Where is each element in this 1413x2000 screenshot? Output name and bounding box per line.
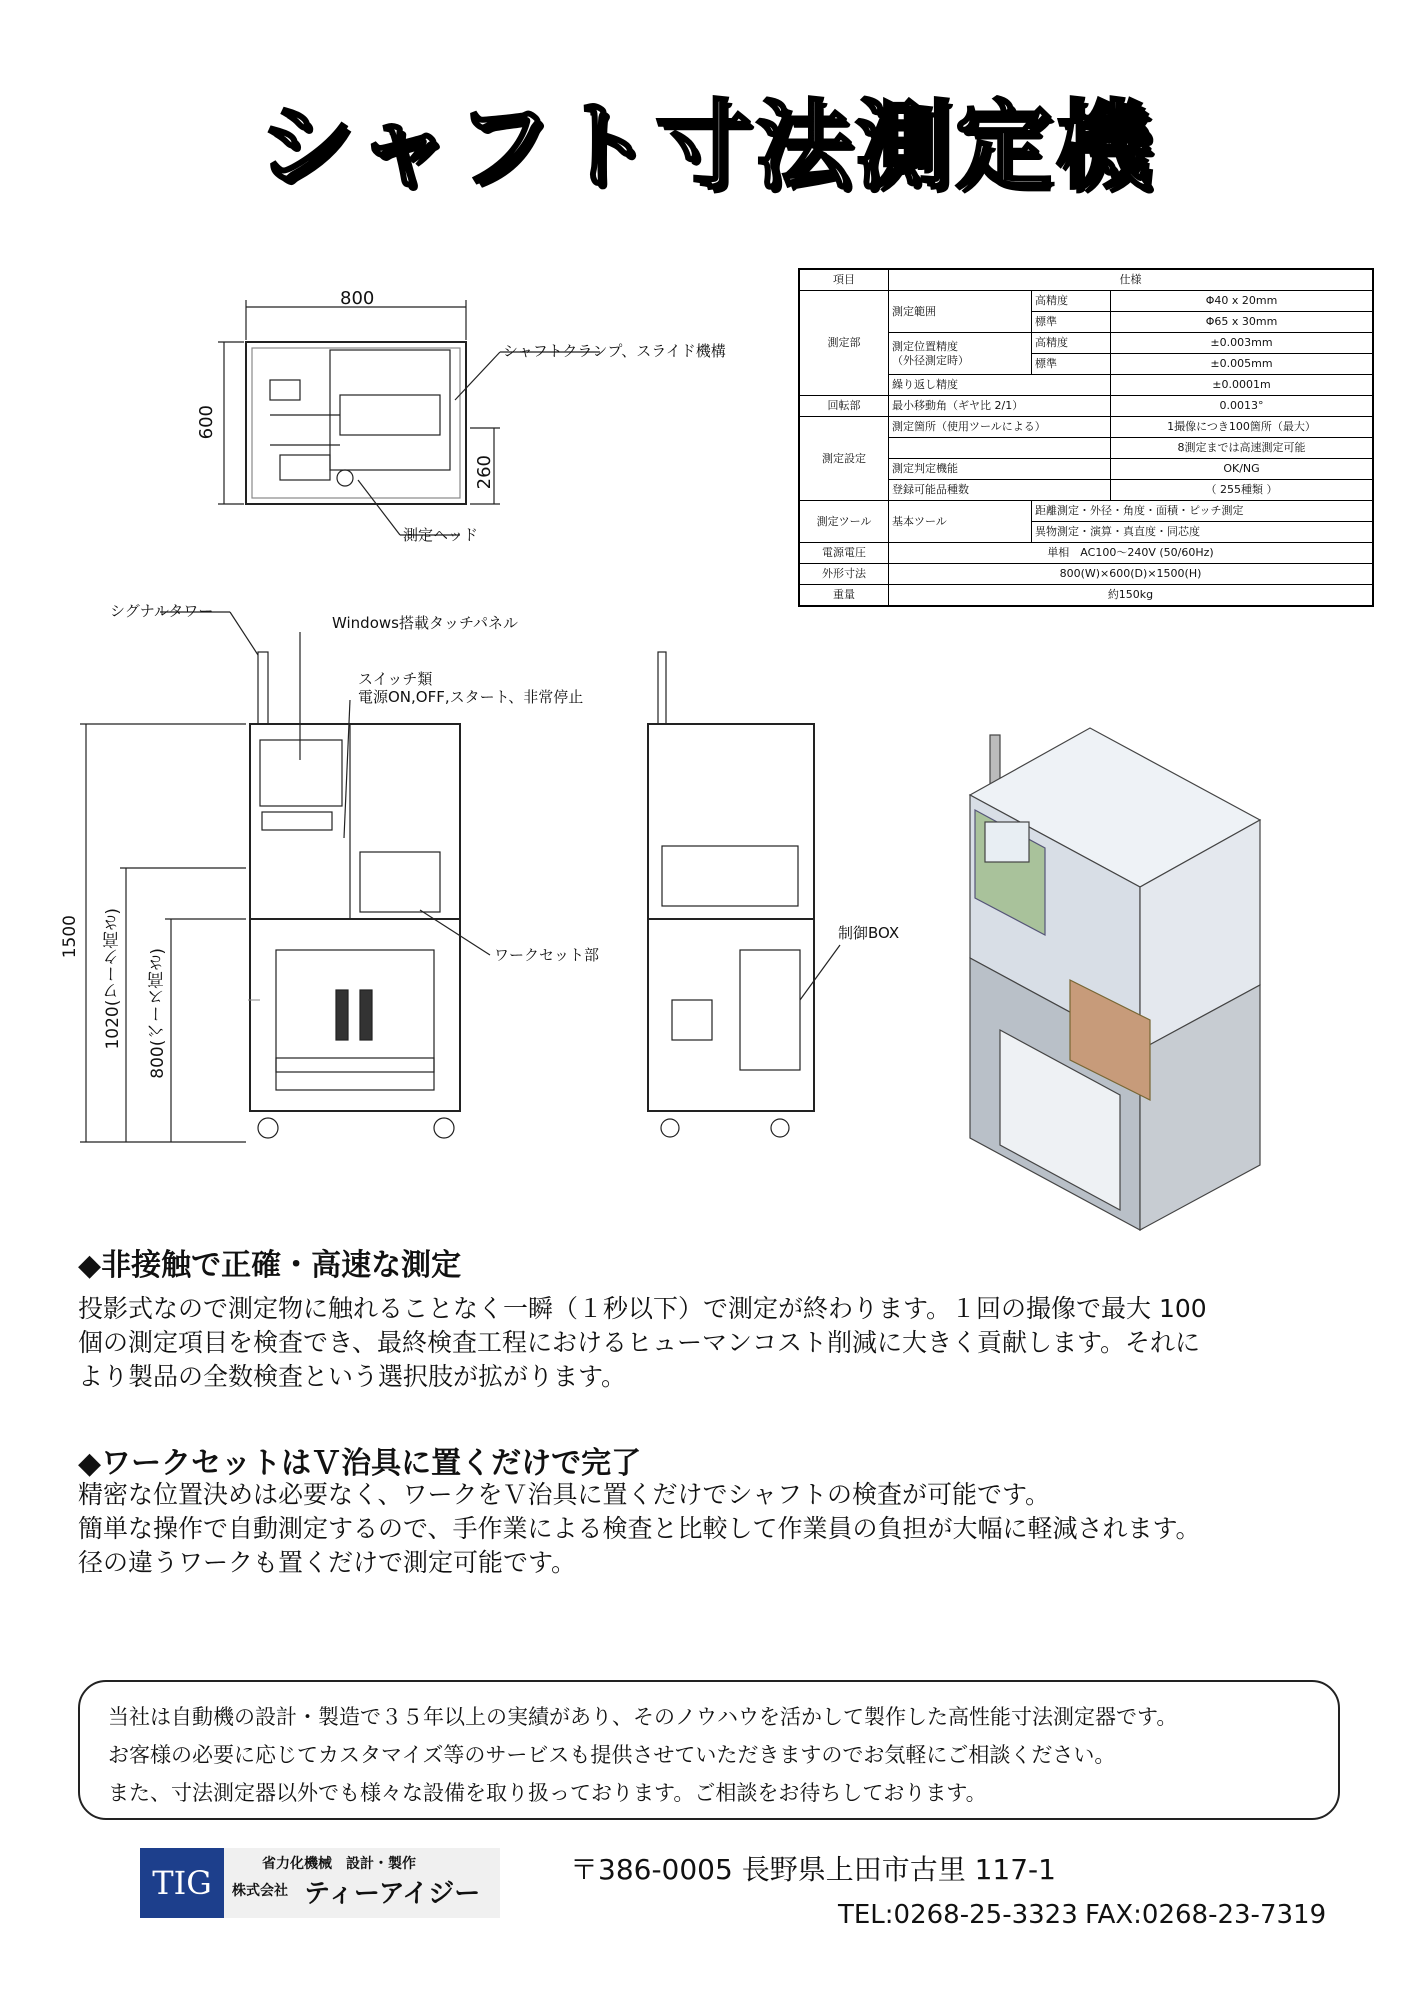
touch-panel-label: Windows搭載タッチパネル — [332, 614, 519, 632]
spec-min-move-label: 最小移動角（ギヤ比 2/1） — [889, 396, 1111, 417]
signal-tower-label: シグナルタワー — [110, 602, 214, 620]
feature1-line2: 個の測定項目を検査でき、最終検査工程におけるヒューマンコスト削減に大きく貢献します。それに — [78, 1328, 1201, 1357]
spec-points-val: 1撮像につき100箇所（最大） — [1111, 417, 1374, 438]
notice-line2: お客様の必要に応じてカスタマイズ等のサービスも提供させていただきますのでお気軽にご相談ください。 — [108, 1743, 1116, 1767]
spec-table — [798, 268, 1374, 607]
spec-section-setting: 測定設定 — [799, 417, 889, 501]
spec-judge-val: OK/NG — [1111, 459, 1374, 480]
notice-line3: また、寸法測定器以外でも様々な設備を取り扱っております。ご相談をお待ちしております。 — [108, 1781, 987, 1805]
feature2-body — [78, 1478, 1348, 1580]
spec-section-measure: 測定部 — [799, 291, 889, 396]
switches-detail-label: 電源ON,OFF,スタート、非常停止 — [358, 688, 584, 706]
spec-range-label: 測定範囲 — [889, 291, 1032, 333]
spec-section-rotate: 回転部 — [799, 396, 889, 417]
dim-height-1500: 1500 — [60, 915, 80, 959]
spec-range-high: Φ40 x 20mm — [1111, 291, 1374, 312]
feature1-line3: より製品の全数検査という選択肢が拡がります。 — [78, 1362, 627, 1391]
spec-basic-tool: 基本ツール — [889, 501, 1032, 543]
feature2-line3: 径の違うワークも置くだけで測定可能です。 — [78, 1548, 577, 1577]
feature1-body — [78, 1292, 1348, 1394]
side-view-drawing — [648, 652, 840, 1137]
spec-acc-std-label: 標準 — [1032, 354, 1111, 375]
spec-weight-label: 重量 — [799, 585, 889, 607]
control-box-label: 制御BOX — [838, 924, 900, 942]
company-notice-box — [78, 1680, 1340, 1820]
spec-points-label: 測定箇所（使用ツールによる） — [889, 417, 1111, 438]
spec-header-item: 項目 — [799, 269, 889, 291]
company-tel: TEL:0268-25-3323 — [838, 1900, 1078, 1930]
spec-acc-std: ±0.005mm — [1111, 354, 1374, 375]
dim-260: 260 — [474, 455, 495, 490]
spec-register-val: （ 255種類 ） — [1111, 480, 1374, 501]
spec-accuracy-label — [889, 333, 1032, 375]
spec-tool-1: 距離測定・外径・角度・面積・ピッチ測定 — [1032, 501, 1374, 522]
spec-acc-high: ±0.003mm — [1111, 333, 1374, 354]
spec-points-val2: 8測定までは高速測定可能 — [1111, 438, 1374, 459]
feature1-line1: 投影式なので測定物に触れることなく一瞬（１秒以下）で測定が終わります。１回の撮像で最大 100 — [78, 1294, 1207, 1323]
company-name: ティーアイジー — [304, 1879, 481, 1909]
feature1-heading: ◆非接触で正確・高速な測定 — [78, 1248, 462, 1283]
shaft-clamp-label: シャフトクランプ、スライド機構 — [503, 342, 726, 360]
dim-depth-600: 600 — [196, 405, 217, 440]
spec-min-move-val: 0.0013° — [1111, 396, 1374, 417]
spec-acc-high-label: 高精度 — [1032, 333, 1111, 354]
spec-dims-label: 外形寸法 — [799, 564, 889, 585]
feature2-line1: 精密な位置決めは必要なく、ワークをＶ治具に置くだけでシャフトの検査が可能です。 — [78, 1480, 1051, 1509]
spec-register-label: 登録可能品種数 — [889, 480, 1111, 501]
spec-header-spec: 仕様 — [889, 269, 1374, 291]
notice-line1: 当社は自動機の設計・製造で３５年以上の実績があり、そのノウハウを活かして製作した高性能寸法測定器です。 — [108, 1705, 1178, 1729]
company-prefix: 株式会社 — [232, 1883, 288, 1899]
dim-base-height: 800(ベース高さ) — [148, 948, 168, 1079]
spec-power-label: 電源電圧 — [799, 543, 889, 564]
top-view-drawing — [218, 300, 600, 535]
spec-accuracy-label-2: （外径測定時） — [892, 353, 969, 367]
spec-repeat-label: 繰り返し精度 — [889, 375, 1111, 396]
spec-points-empty — [889, 438, 1111, 459]
page-title: シャフト寸法測定機 — [257, 90, 1156, 202]
dim-width-800: 800 — [340, 288, 375, 309]
spec-range-std: Φ65 x 30mm — [1111, 312, 1374, 333]
feature2-heading: ◆ワークセットはＶ治具に置くだけで完了 — [78, 1446, 642, 1481]
company-logo: TIG — [140, 1848, 224, 1918]
spec-dims-val: 800(W)×600(D)×1500(H) — [889, 564, 1374, 585]
spec-section-tool: 測定ツール — [799, 501, 889, 543]
company-fax: FAX:0268-23-7319 — [1085, 1900, 1327, 1930]
isometric-machine-drawing — [970, 728, 1260, 1230]
switches-label: スイッチ類 — [358, 670, 433, 688]
work-set-label: ワークセット部 — [494, 946, 600, 964]
dim-work-height: 1020(ワーク高さ) — [103, 908, 123, 1050]
spec-power-val: 単相 AC100～240V (50/60Hz) — [889, 543, 1374, 564]
company-tagline: 省力化機械 設計・製作 — [262, 1856, 416, 1872]
spec-judge-label: 測定判定機能 — [889, 459, 1111, 480]
spec-repeat-val: ±0.0001m — [1111, 375, 1374, 396]
spec-high-label: 高精度 — [1032, 291, 1111, 312]
measure-head-label: 測定ヘッド — [403, 526, 479, 544]
spec-weight-val: 約150kg — [889, 585, 1374, 607]
spec-std-label: 標準 — [1032, 312, 1111, 333]
company-address: 〒386-0005 長野県上田市古里 117-1 — [570, 1853, 1056, 1886]
spec-accuracy-label-1: 測定位置精度 — [892, 339, 958, 353]
spec-tool-2: 異物測定・演算・真直度・同芯度 — [1032, 522, 1374, 543]
feature2-line2: 簡単な操作で自動測定するので、手作業による検査と比較して作業員の負担が大幅に軽減されます。 — [78, 1514, 1201, 1543]
